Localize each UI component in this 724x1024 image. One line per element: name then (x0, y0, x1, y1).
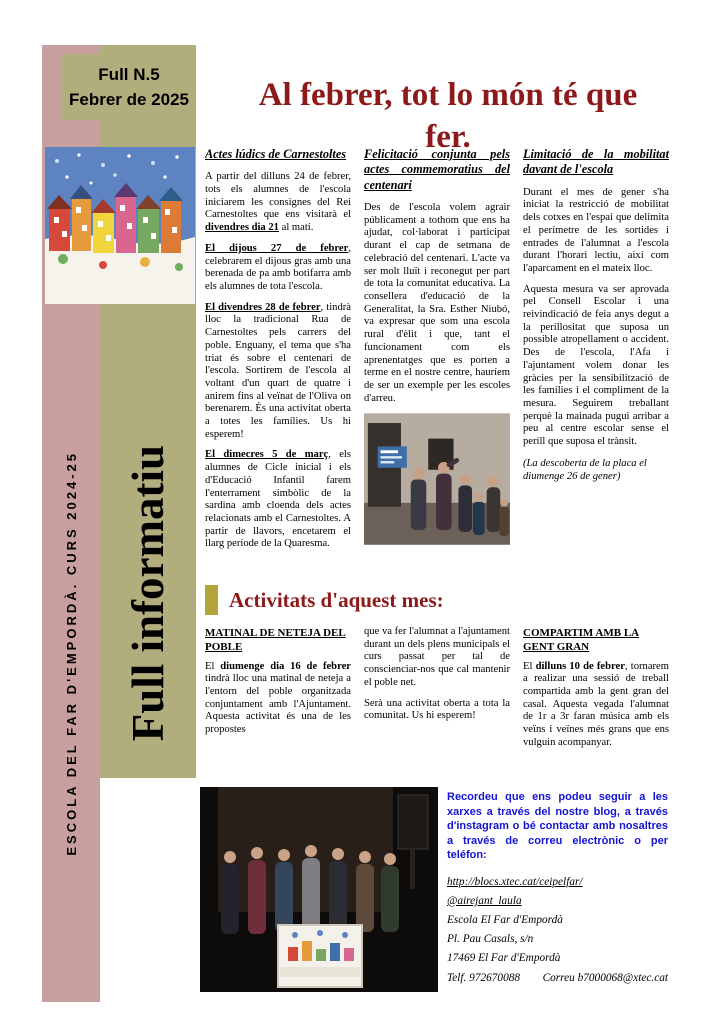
activities-title: Activitats d'aquest mes: (229, 587, 444, 612)
paragraph: Aquesta mesura va ser aprovada pel Consell Escolar i una reivindicació de feia anys degut a la perillositat que suposa un possible atropellament o accident. Des de l'escola, l'Afa i l'ajuntament volem donar les gràcies per la sensibilització de les famílies i el compliment de la mesura. Seguirem treballant perquè la mainada pugui arribar a peu al centre escolar sense el perill que suposa el trànsit. (523, 283, 669, 448)
contact-intro: Recordeu que ens podeu seguir a les xarxes a través del nostre blog, a través d'instagram o bé contactar amb nosaltres a través de correu electrònic o per teléfon: (447, 791, 668, 862)
activity-column-gent-gran (523, 626, 669, 782)
paragraph: Serà una activitat oberta a tota la comunitat. Us hi esperem! (364, 697, 510, 722)
article-heading: Felicitació conjunta pels actes commemoratius del centenari (364, 147, 510, 192)
activities-row (205, 626, 669, 782)
articles-row (205, 147, 669, 582)
paragraph: El dijous 27 de febrer, celebrarem el dijous gras amb una berenada de pa amb botifarra amb els alumnes de tota l'escola. (205, 242, 351, 292)
paragraph: El diumenge dia 16 de febrer tindrà lloc una matinal de neteja a l'entorn del poble organitzada conjuntament amb l'Ajuntament. Aquesta activitat és una de les propostes (205, 660, 351, 736)
photo-caption: (La descoberta de la placa el diumenge 26 de gener) (523, 457, 647, 483)
plaque-unveiling-photo (364, 413, 510, 545)
vertical-newsletter-title: Full informatiu (123, 444, 173, 742)
phone-email-row (447, 969, 668, 988)
group-with-artwork-photo (200, 787, 438, 992)
article-column-centenari (364, 147, 510, 582)
masthead-box (62, 54, 196, 120)
article-column-mobilitat (523, 147, 669, 582)
activity-column-neteja (205, 626, 351, 782)
paragraph: A partir del dilluns 24 de febrer, tots els alumnes de l'escola iniciarem les consignes del Rei Carnestoltes que ens visitarà el divendres dia 21 al matí. (205, 171, 351, 234)
paragraph: Durant el mes de gener s'ha iniciat la restricció de mobilitat dels cotxes en l'espai que delimita el perímetre de les sortides i entrades de l'alumnat a l'escola durant l'horari lectiu, així com l'aparcament en el mateix lloc. (523, 186, 669, 274)
page-title: Al febrer, tot lo món té que fer. (258, 77, 638, 156)
paragraph: El dimecres 5 de març, els alumnes de Cicle inicial i els d'Educació Infantil farem l'enterrament simbòlic de la sardina amb cloenda dels actes relacionats amb el Carnestoltes. A partir de llavors, encetarem el llarg període de la Quaresma. (205, 449, 351, 550)
article-column-carnestoltes (205, 147, 351, 582)
vertical-school-label: ESCOLA DEL FAR D'EMPORDÀ. CURS 2024-25 (63, 450, 79, 856)
activities-section-header (205, 585, 444, 615)
issue-number: Full N.5 (98, 64, 160, 84)
phone-number: Telf. 972670088 (447, 971, 521, 984)
paragraph: Des de l'escola volem agrair públicament a tothom que ens ha ajudat, col·laborat i participat durant el cap de setmana de celebració del centenari. L'acte va ser molt lluït i reconegut per part de tota la comunitat educativa. La consellera d'educació de la Generalitat, la Sra. Esther Niubó, va expresar que som una escola rural d'èlit i que, tant el funcionament com els aprenentatges que es porten a terme en el nostre centre, hauríem de ser un exemple per les escoles d'arreu. (364, 202, 510, 404)
vertical-school-strip (42, 304, 100, 1002)
article-body (523, 187, 669, 449)
activity-heading: MATINAL DE NETEJA DEL POBLE (205, 627, 346, 654)
address-city: 17469 El Far d'Empordà (447, 952, 561, 965)
vertical-newsletter-strip (100, 408, 196, 778)
activity-heading: COMPARTIM AMB LA GENT GRAN (523, 627, 640, 654)
contact-box (447, 790, 668, 988)
activity-column-continuation (364, 626, 510, 782)
blog-link[interactable]: http://blocs.xtec.cat/ceipelfar/ (447, 875, 583, 888)
email-address: Correu b7000068@xtec.cat (542, 971, 668, 984)
accent-bar (205, 585, 218, 615)
article-body (205, 171, 351, 551)
article-body (364, 202, 510, 405)
paragraph: El divendres 28 de febrer, tindrà lloc la tradicional Rua de Carnestoltes pels carrers del poble. Enguany, el tema que s'ha triat és sobre el centenari de l'escola. Sortirem de l'escola al voltant d'un quart de quatre i anirem fins al veïnat de l'Oliva on berenarem. És una activitat oberta a totes les famílies. Us hi esperem! (205, 301, 351, 440)
village-painting-image (45, 147, 195, 304)
paragraph: que va fer l'alumnat a l'ajuntament durant un dels plens municipals el curs passat per tal de conscienciar-nos que cal mantenir el poble net. (364, 626, 510, 688)
article-heading: Actes lúdics de Carnestoltes (205, 147, 347, 161)
issue-date: Febrer de 2025 (68, 89, 189, 109)
activity-body (523, 661, 669, 750)
paragraph: El dilluns 10 de febrer, tornarem a realizar una sessió de treball compartida amb la gent gran del casal. Aquesta vegada l'alumnat de 1r a 3r faran música amb els veïns i veïnes més grans que ens vulguin acompanyar. (523, 660, 669, 748)
school-name: Escola El Far d'Empordà (447, 913, 563, 926)
instagram-link[interactable]: @airejant_laula (447, 894, 522, 907)
activity-body (205, 661, 351, 737)
activity-body (364, 626, 510, 723)
article-heading: Limitació de la mobilitat davant de l'escola (523, 147, 669, 177)
address-street: Pl. Pau Casals, s/n (447, 933, 534, 946)
